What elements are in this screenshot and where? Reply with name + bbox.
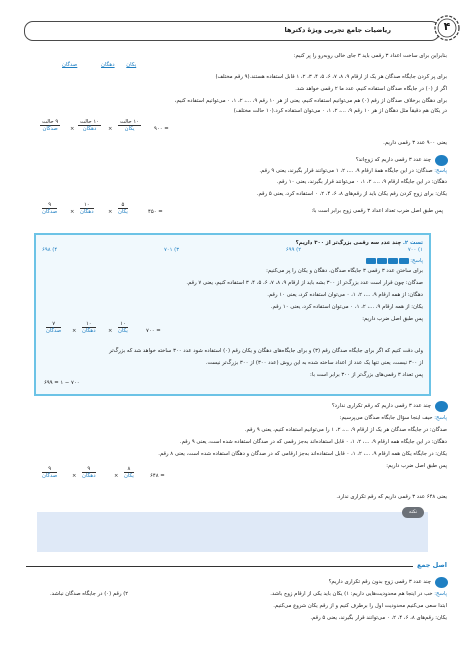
q2-answer-4: پس طبق اصل ضرب داریم: — [386, 463, 447, 469]
test-box — [34, 233, 431, 396]
question-bullet-icon — [435, 401, 448, 412]
times-sign: × — [108, 209, 113, 215]
q2-answer-5: یعنی ۶۴۸ عدد ۳ رقمی داریم که رقم تکراری ندارد. — [336, 494, 447, 500]
frac-yekan — [118, 119, 141, 132]
test-line-8: پس تعداد ۳ رقمی‌های بزرگ‌تر از ۳۰۰ برابر است با: — [310, 372, 423, 378]
intro-line-2: برای پر کردن جایگاه صدگان هر یک از ارقام ۹، ۸، ۷، ۶، ۵، ۴، ۳، ۲، ۱ قابل استفاده هستند.(۹ رقم مختلف) — [215, 74, 447, 80]
formula-648 — [36, 466, 186, 492]
test-question-text: چند عدد سه رقمی بزرگ‌تر از ۳۰۰ داریم؟ — [295, 240, 402, 246]
intro-line-6: یعنی ۹۰۰ عدد ۳ رقمی داریم. — [383, 140, 447, 146]
test-line-2: صدگان: چون قرار است عدد بزرگ‌تر از ۳۰۰ بشه باید از ارقام ۹، ۸، ۷، ۶، ۵، ۴، ۳ استفاده کنیم، یعنی ۷ رقم. — [186, 280, 423, 286]
note-box — [37, 512, 428, 552]
slot-sadgan: صدگان — [62, 62, 78, 68]
test-line-4: یکان: از همه ارقام ۹، ...، ۲، ۱، ۰ می‌توان استفاده کرد، یعنی ۱۰ رقم. — [270, 304, 423, 310]
section-answer-2: ابتدا سعی می‌کنیم محدودیت اول را برطرف کنیم و از رقم یکان شروع می‌کنیم. — [273, 603, 447, 609]
frac-sadgan — [40, 119, 60, 132]
q1-answer-3: یکان: برای زوج کردن رقم یکان باید از رقم‌های ۸، ۶، ۴، ۲، ۰ استفاده کرد، یعنی ۵ رقم. — [256, 191, 447, 197]
frac-num: ۱۰ حالت — [120, 119, 140, 125]
frac-den: دهگان — [82, 473, 96, 479]
section-title: اصل جمع — [416, 561, 447, 569]
test-line-6: ولی دقت کنیم که اگر برای جایگاه صدگان رقم (۳) و برای جایگاه‌های دهگان و یکان رقم (۰) استفاده شود عدد ۳۰۰ ساخته خواهد شد که بزرگ‌تر — [109, 348, 423, 354]
times-sign: × — [108, 126, 113, 132]
frac-sadgan — [46, 321, 61, 334]
section-a1-text: خب در اینجا هم محدودیت‌هایی داریم: ۱) یکان باید یکی از ارقام زوج باشد. — [270, 591, 433, 597]
eq-648: = ۶۴۸ — [150, 473, 165, 479]
frac-num: ۹ — [42, 466, 57, 473]
frac-yekan — [118, 321, 128, 334]
page-number: ۴ — [443, 20, 451, 33]
frac-yekan — [118, 202, 128, 215]
frac-dahgan — [78, 119, 101, 132]
frac-dahgan — [82, 321, 96, 334]
frac-num: ۱۰ حالت — [80, 119, 100, 125]
frac-num: ۸ — [124, 466, 134, 473]
test-line-7: از ۳۰۰ نیست، یعنی تنها یک عدد از اعداد ساخته شده به این روش (عدد ۳۰۰) از ۳۰۰ بزرگ‌تر نیست. — [205, 360, 423, 366]
frac-den: صدگان — [46, 328, 62, 334]
frac-num: ۵ — [118, 202, 128, 209]
answer-label: پاسخ: — [434, 591, 447, 597]
test-options — [42, 247, 423, 253]
frac-den: صدگان — [42, 126, 58, 132]
slot-yekan: یکان — [126, 62, 137, 68]
frac-num: ۱۰ — [118, 321, 128, 328]
q2-answer-0 — [26, 414, 447, 422]
eq-900: = ۹۰۰ — [154, 126, 169, 132]
answer-label: پاسخ: — [434, 168, 447, 174]
question-bullet-icon — [435, 155, 448, 166]
frac-dahgan — [80, 202, 94, 215]
q1-answer-4: پس طبق اصل ضرب تعداد اعداد ۳ رقمی زوج برابر است با: — [311, 208, 443, 214]
frac-den: یکان — [118, 328, 128, 334]
frac-sadgan — [42, 202, 57, 215]
frac-sadgan — [42, 466, 57, 479]
note-bubble: نکته — [402, 507, 424, 518]
frac-num: ۱۰ — [82, 321, 96, 328]
frac-den: یکان — [124, 473, 134, 479]
formula-450 — [36, 202, 186, 228]
q1-question: چند عدد ۳ رقمی داریم که زوج‌اند؟ — [355, 157, 431, 163]
eq-700: = ۷۰۰ — [146, 328, 161, 334]
intro-line-4: برای دهگان برخلاف صدگان از رقم (۰) هم می‌توانیم استفاده کنیم، یعنی از هر ۱۰ رقم ۹، ...، ۲، ۱، ۰ می‌توانیم استفاده کنیم، — [174, 98, 447, 104]
test-answer-row — [42, 257, 423, 265]
frac-den: صدگان — [42, 209, 58, 215]
page-header — [24, 21, 440, 41]
frac-den: دهگان — [82, 126, 97, 132]
section-divider — [26, 566, 413, 567]
q2-answer-1: صدگان: در جایگاه صدگان هر یک از ارقام ۹، ...، ۲، ۱ را می‌توانیم استفاده کنیم، یعنی ۹ رقم. — [244, 427, 447, 433]
q2-answer-3: یکان: در جایگاه یکان همه ارقام ۹، ...، ۲، ۱، ۰ قابل استفاده‌اند به‌جز ارقامی که در صدگان و دهگان استفاده شده است، یعنی ۸ رقم. — [158, 451, 447, 457]
frac-yekan — [124, 466, 134, 479]
q2-question: چند عدد ۳ رقمی داریم که رقم تکراری ندارد؟ — [331, 403, 431, 409]
frac-den: دهگان — [80, 209, 94, 215]
difficulty-badge-icon — [399, 258, 409, 264]
times-sign: × — [72, 473, 77, 479]
test-question — [42, 239, 423, 247]
difficulty-badge-icon — [366, 258, 376, 264]
frac-den: صدگان — [42, 473, 58, 479]
slot-dahgan: دهگان — [101, 62, 115, 68]
option-3[interactable]: ۳) ۷۰۱ — [163, 247, 180, 253]
test-line-1: برای ساختن عدد ۳ رقمی ۳ جایگاه صدگان، دهگان و یکان را پر می‌کنیم: — [266, 268, 423, 274]
section-question: چند عدد ۳ رقمی زوج بدون رقم تکراری داریم؟ — [328, 579, 431, 585]
frac-num: ۹ — [82, 466, 96, 473]
test-final-result: ۷۰۰ − ۱ = ۶۹۹ — [44, 380, 80, 386]
difficulty-badge-icon — [388, 258, 398, 264]
test-line-5: پس طبق اصل ضرب داریم: — [362, 316, 423, 322]
option-4[interactable]: ۴) ۶۹۸ — [42, 247, 58, 253]
times-sign: × — [108, 328, 113, 334]
page-number-badge — [432, 13, 462, 43]
q2-answer-2: دهگان: در این جایگاه همه ارقام ۹، ...، ۲، ۱، ۰ قابل استفاده‌اند به‌جز رقمی که در صدگان استفاده شده است، یعنی ۹ رقم. — [179, 439, 447, 445]
frac-den: یکان — [124, 126, 135, 132]
section-answer-3: یکان: رقم‌های ۸، ۶، ۴، ۲، ۰ می‌توانند قرار بگیرند، یعنی ۵ رقم. — [310, 615, 447, 621]
page-title: ریاضیات جامع تجربی ویژهٔ دکترها — [284, 26, 391, 34]
intro-line-3: اگر از (۰) در جایگاه صدگان استفاده کنیم، عدد ما ۲ رقمی خواهد شد. — [295, 86, 447, 92]
test-label: تست ۲. — [402, 240, 423, 246]
question-bullet-icon — [435, 577, 448, 588]
q1-answer-2: دهگان: در این جایگاه ارقام ۹، ...، ۲، ۱، ۰ می‌توانند قرار بگیرند، یعنی ۱۰ رقم. — [276, 179, 447, 185]
times-sign: × — [70, 126, 75, 132]
q1-a1-text: صدگان: در این جایگاه همهٔ ارقام ۹، ...، ۲، ۱ می‌توانند قرار بگیرند، یعنی ۹ رقم. — [259, 168, 433, 174]
frac-dahgan — [82, 466, 96, 479]
section-answer-1b: ۲) رقم (۰) در جایگاه صدگان نباشد. — [50, 591, 129, 597]
test-line-3: دهگان: از همه ارقام ۹، ...، ۲، ۱، ۰ می‌توان استفاده کرد، یعنی ۱۰ رقم. — [267, 292, 423, 298]
answer-label: پاسخ: — [410, 258, 423, 264]
q2-a0-text: حیف اینجا سؤال جایگاه صدگان می‌پرسیم: — [339, 415, 433, 421]
frac-den: یکان — [118, 209, 128, 215]
intro-line-1: بنابراین برای ساخت اعداد ۳ رقمی باید ۳ جای خالی روبه‌رو را پر کنیم: — [293, 53, 447, 59]
intro-line-5: در یکان هم دقیقاً مثل دهگان از هر ۱۰ رقم ۹، ...، ۲، ۱، ۰ می‌توان استفاده کرد.(۱۰ حالت مختلف) — [233, 108, 447, 114]
option-2[interactable]: ۲) ۶۹۹ — [285, 247, 302, 253]
times-sign: × — [114, 473, 119, 479]
frac-num: ۱۰ — [80, 202, 94, 209]
slot-row — [40, 62, 136, 68]
option-1[interactable]: ۱) ۷۰۰ — [407, 247, 423, 253]
times-sign: × — [72, 328, 77, 334]
q1-answer-1 — [26, 167, 447, 175]
frac-den: دهگان — [82, 328, 96, 334]
difficulty-badge-icon — [377, 258, 387, 264]
frac-num: ۷ — [46, 321, 61, 328]
frac-num: ۹ — [42, 202, 57, 209]
eq-450: = ۴۵۰ — [148, 209, 163, 215]
frac-num: ۹ حالت — [42, 119, 59, 125]
answer-label: پاسخ: — [434, 415, 447, 421]
formula-700 — [42, 321, 182, 347]
times-sign: × — [70, 209, 75, 215]
